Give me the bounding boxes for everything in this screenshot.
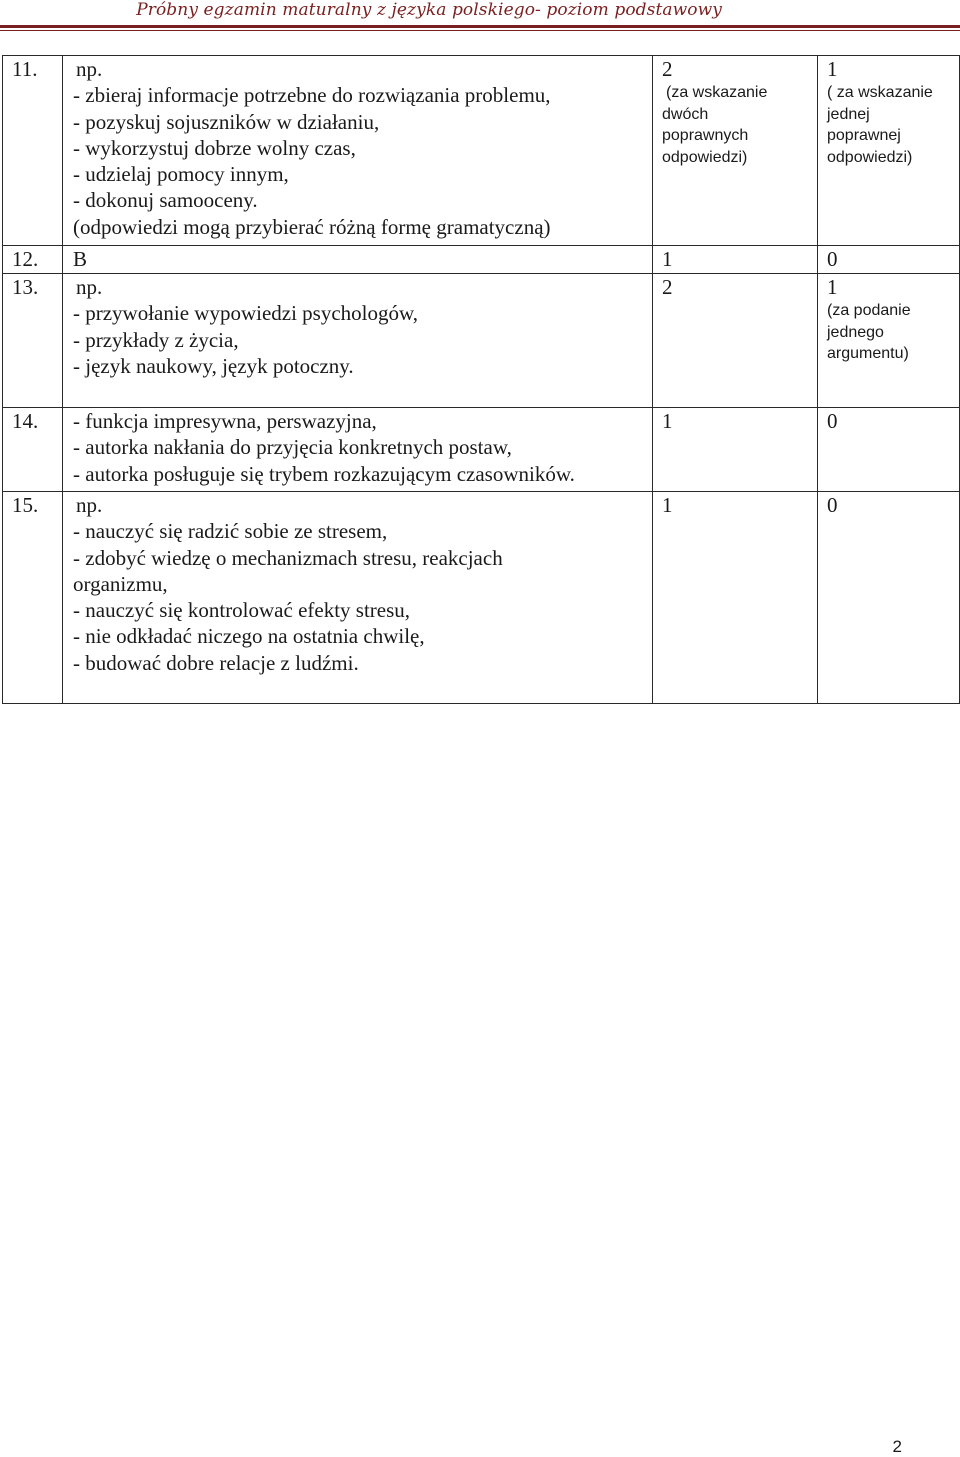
points-note-line: (za wskazanie: [666, 84, 768, 102]
answer-line: - budować dobre relacje z ludźmi.: [73, 650, 359, 675]
task-number: 15.: [3, 492, 63, 704]
task-number: 12.: [3, 246, 63, 274]
header-title: Próbny egzamin maturalny z języka polskiego- poziom podstawowy: [136, 0, 722, 20]
points-full: 2: [662, 57, 673, 81]
answer-line: - nie odkładać niczego na ostatnia chwilę,: [73, 624, 425, 649]
answer-line: - nauczyć się kontrolować efekty stresu,: [73, 598, 411, 623]
points-partial-cell: [818, 274, 960, 408]
points-full: 1: [653, 246, 818, 274]
table-row: [3, 492, 960, 704]
points-full-cell: [653, 56, 818, 246]
answer-line: B: [73, 247, 88, 271]
header-rule-thick: [0, 25, 960, 28]
answer-content: [63, 246, 653, 274]
answer-line: - autorka posługuje się trybem rozkazującym czasowników.: [73, 461, 575, 486]
answer-line: np.: [76, 493, 103, 517]
answer-line: - wykorzystuj dobrze wolny czas,: [73, 135, 356, 160]
points-note-line: ( za wskazanie: [827, 84, 933, 102]
task-number: 11.: [3, 56, 63, 246]
points-note-line: poprawnej: [827, 127, 901, 145]
answer-line: - zdobyć wiedzę o mechanizmach stresu, reakcjach: [73, 545, 503, 570]
answer-line: - przykłady z życia,: [73, 327, 239, 352]
answer-content: [63, 56, 653, 246]
points-partial: 0: [818, 246, 960, 274]
answer-line: - język naukowy, język potoczny.: [73, 353, 354, 378]
answer-line: - nauczyć się radzić sobie ze stresem,: [73, 519, 388, 544]
answer-line: - funkcja impresywna, perswazyjna,: [73, 409, 377, 433]
points-partial: 0: [818, 492, 960, 704]
answer-line: organizmu,: [73, 571, 168, 596]
answer-content: [63, 274, 653, 408]
answer-line: (odpowiedzi mogą przybierać różną formę gramatyczną): [73, 214, 551, 239]
table-row: [3, 56, 960, 246]
page-header: [0, 0, 960, 28]
task-number: 14.: [3, 408, 63, 492]
answer-line: - przywołanie wypowiedzi psychologów,: [73, 301, 419, 326]
answer-line: - dokonuj samooceny.: [73, 188, 258, 213]
points-note-line: poprawnych: [662, 127, 749, 145]
points-note-line: jednej: [827, 105, 870, 123]
points-partial-cell: [818, 56, 960, 246]
points-full: 1: [653, 408, 818, 492]
answer-line: - pozyskuj sojuszników w działaniu,: [73, 109, 380, 134]
answer-line: - zbieraj informacje potrzebne do rozwiązania problemu,: [73, 83, 551, 108]
table-row: [3, 274, 960, 408]
points-full: 1: [653, 492, 818, 704]
points-partial: 0: [818, 408, 960, 492]
answer-key-table: [2, 55, 960, 704]
points-note-line: (za podanie: [827, 302, 911, 320]
points-note-line: dwóch: [662, 105, 709, 123]
points-note-line: argumentu): [827, 345, 909, 363]
task-number: 13.: [3, 274, 63, 408]
points-full: 2: [653, 274, 818, 408]
points-partial: 1: [827, 57, 838, 81]
points-note-line: odpowiedzi): [827, 148, 913, 166]
answer-line: np.: [76, 57, 103, 81]
table-row: [3, 408, 960, 492]
points-partial: 1: [827, 275, 838, 299]
points-note-line: jednego: [827, 323, 884, 341]
answer-content: [63, 408, 653, 492]
page-number: 2: [892, 1437, 902, 1456]
points-note-line: odpowiedzi): [662, 148, 748, 166]
answer-content: [63, 492, 653, 704]
answer-line: - udzielaj pomocy innym,: [73, 162, 289, 187]
table-row: [3, 246, 960, 274]
answer-line: - autorka nakłania do przyjęcia konkretnych postaw,: [73, 435, 512, 460]
answer-line: np.: [76, 275, 103, 299]
header-rule-thin: [0, 30, 960, 31]
